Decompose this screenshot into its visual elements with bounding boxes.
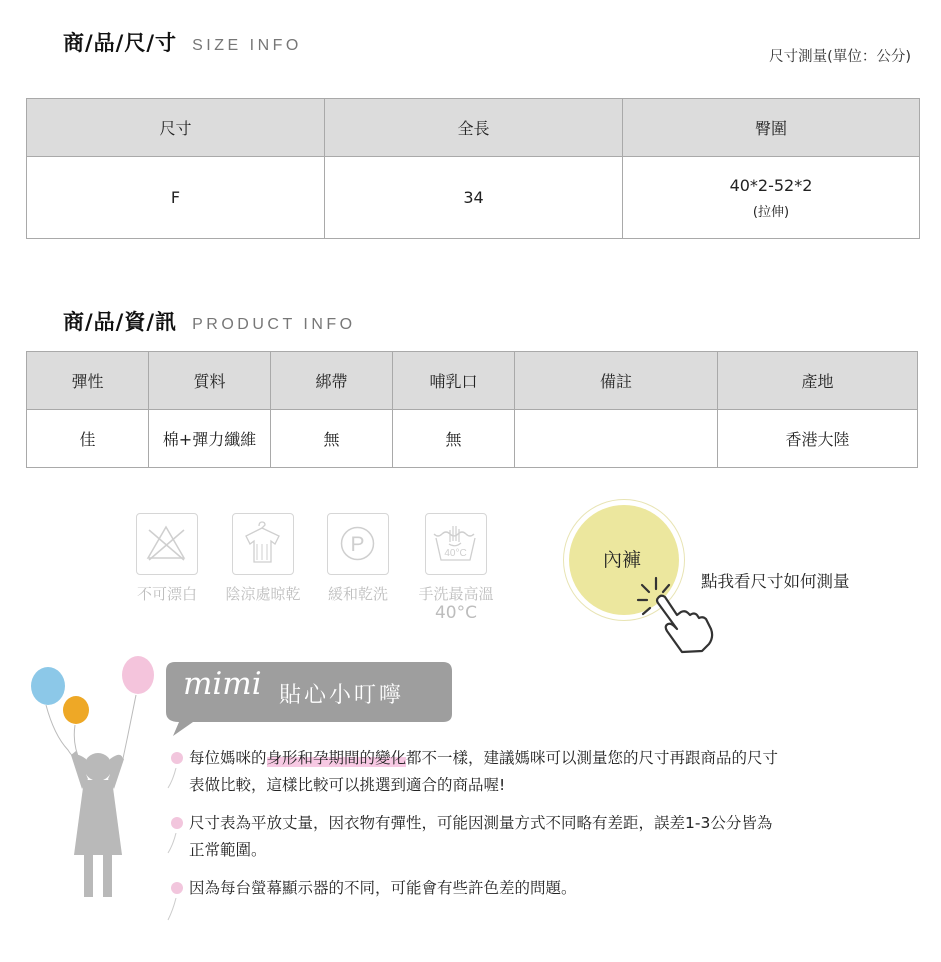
size-table	[26, 98, 920, 239]
balloon-girl-illustration	[26, 655, 166, 909]
product-header-ties: 綁帶	[271, 352, 393, 410]
tip-bullet	[171, 817, 183, 829]
table-row	[27, 410, 918, 468]
tip-item-2	[189, 810, 772, 864]
product-section-title: 商/品/資/訊	[63, 310, 178, 334]
elasticity-value: 佳	[27, 410, 149, 468]
hip-cell	[623, 157, 920, 239]
product-header-origin: 產地	[718, 352, 918, 410]
underwear-label: 內褲	[602, 549, 641, 571]
svg-text:P: P	[350, 533, 365, 556]
origin-value: 香港大陸	[718, 410, 918, 468]
size-section-subtitle: SIZE INFO	[192, 37, 302, 54]
tip-bullet	[171, 882, 183, 894]
tip-stem	[166, 898, 178, 922]
product-section-subtitle: PRODUCT INFO	[192, 316, 356, 333]
table-row	[27, 157, 920, 239]
length-value: 34	[325, 157, 623, 239]
dry-clean-p-icon	[327, 513, 389, 575]
product-header-nursing: 哺乳口	[393, 352, 515, 410]
tip-stem	[166, 833, 178, 855]
tip-2-text: 尺寸表為平放丈量，因衣物有彈性，可能因測量方式不同略有差距，誤差1-3公分皆為	[189, 814, 773, 832]
size-value: F	[27, 157, 325, 239]
tub-temperature: 40°C	[444, 548, 467, 559]
shade-dry-icon	[232, 513, 294, 575]
size-header-length: 全長	[325, 99, 623, 157]
no-bleach-icon	[136, 513, 198, 575]
tip-stem	[166, 768, 178, 790]
size-section-title: 商/品/尺/寸	[63, 31, 178, 55]
size-section-heading	[63, 27, 302, 57]
measure-link[interactable]: 點我看尺寸如何測量	[701, 572, 850, 591]
tip-item-3	[189, 875, 577, 902]
tip-1-after: 都不一樣，建議媽咪可以測量您的尺寸再跟商品的尺寸	[406, 749, 779, 767]
size-table-header	[27, 99, 920, 157]
product-table	[26, 351, 918, 468]
care-label-hand-wash	[410, 585, 502, 623]
tips-heading: 貼心小叮嚀	[279, 683, 405, 708]
product-header-notes: 備註	[515, 352, 718, 410]
tip-1-before: 每位媽咪的	[189, 749, 267, 767]
tips-brand: mimi	[183, 666, 262, 702]
tip-2-line2: 正常範圍。	[189, 841, 267, 859]
care-label-hand-wash-temp: 40°C	[434, 603, 477, 623]
tip-bullet	[171, 752, 183, 764]
tip-1-highlight: 身形和孕期間的變化	[266, 749, 407, 767]
ties-value: 無	[271, 410, 393, 468]
balloon-pink	[122, 656, 154, 694]
nursing-value: 無	[393, 410, 515, 468]
hip-value: 40*2-52*2	[729, 175, 813, 195]
size-header-hip: 臀圍	[623, 99, 920, 157]
tip-1-line2: 表做比較，這樣比較可以挑選到適合的商品喔!	[189, 776, 506, 794]
tip-3-text: 因為每台螢幕顯示器的不同，可能會有些許色差的問題。	[189, 879, 577, 897]
material-value: 棉+彈力纖維	[149, 410, 271, 468]
unit-note: 尺寸測量(單位：公分)	[769, 49, 911, 65]
care-label-shade-dry: 陰涼處晾乾	[225, 585, 301, 603]
care-label-hand-wash-line1: 手洗最高溫	[418, 585, 494, 603]
care-label-no-bleach: 不可漂白	[136, 585, 197, 603]
hand-wash-icon	[425, 513, 487, 575]
notes-value	[515, 410, 718, 468]
care-label-dry-clean: 緩和乾洗	[327, 585, 388, 603]
product-header-material: 質料	[149, 352, 271, 410]
balloon-blue	[31, 667, 65, 705]
hip-note: (拉伸)	[752, 204, 790, 220]
product-section-heading	[63, 306, 356, 336]
product-table-header	[27, 352, 918, 410]
product-header-elasticity: 彈性	[27, 352, 149, 410]
balloon-orange	[63, 696, 89, 724]
size-header-size: 尺寸	[27, 99, 325, 157]
tip-item-1	[189, 745, 778, 799]
